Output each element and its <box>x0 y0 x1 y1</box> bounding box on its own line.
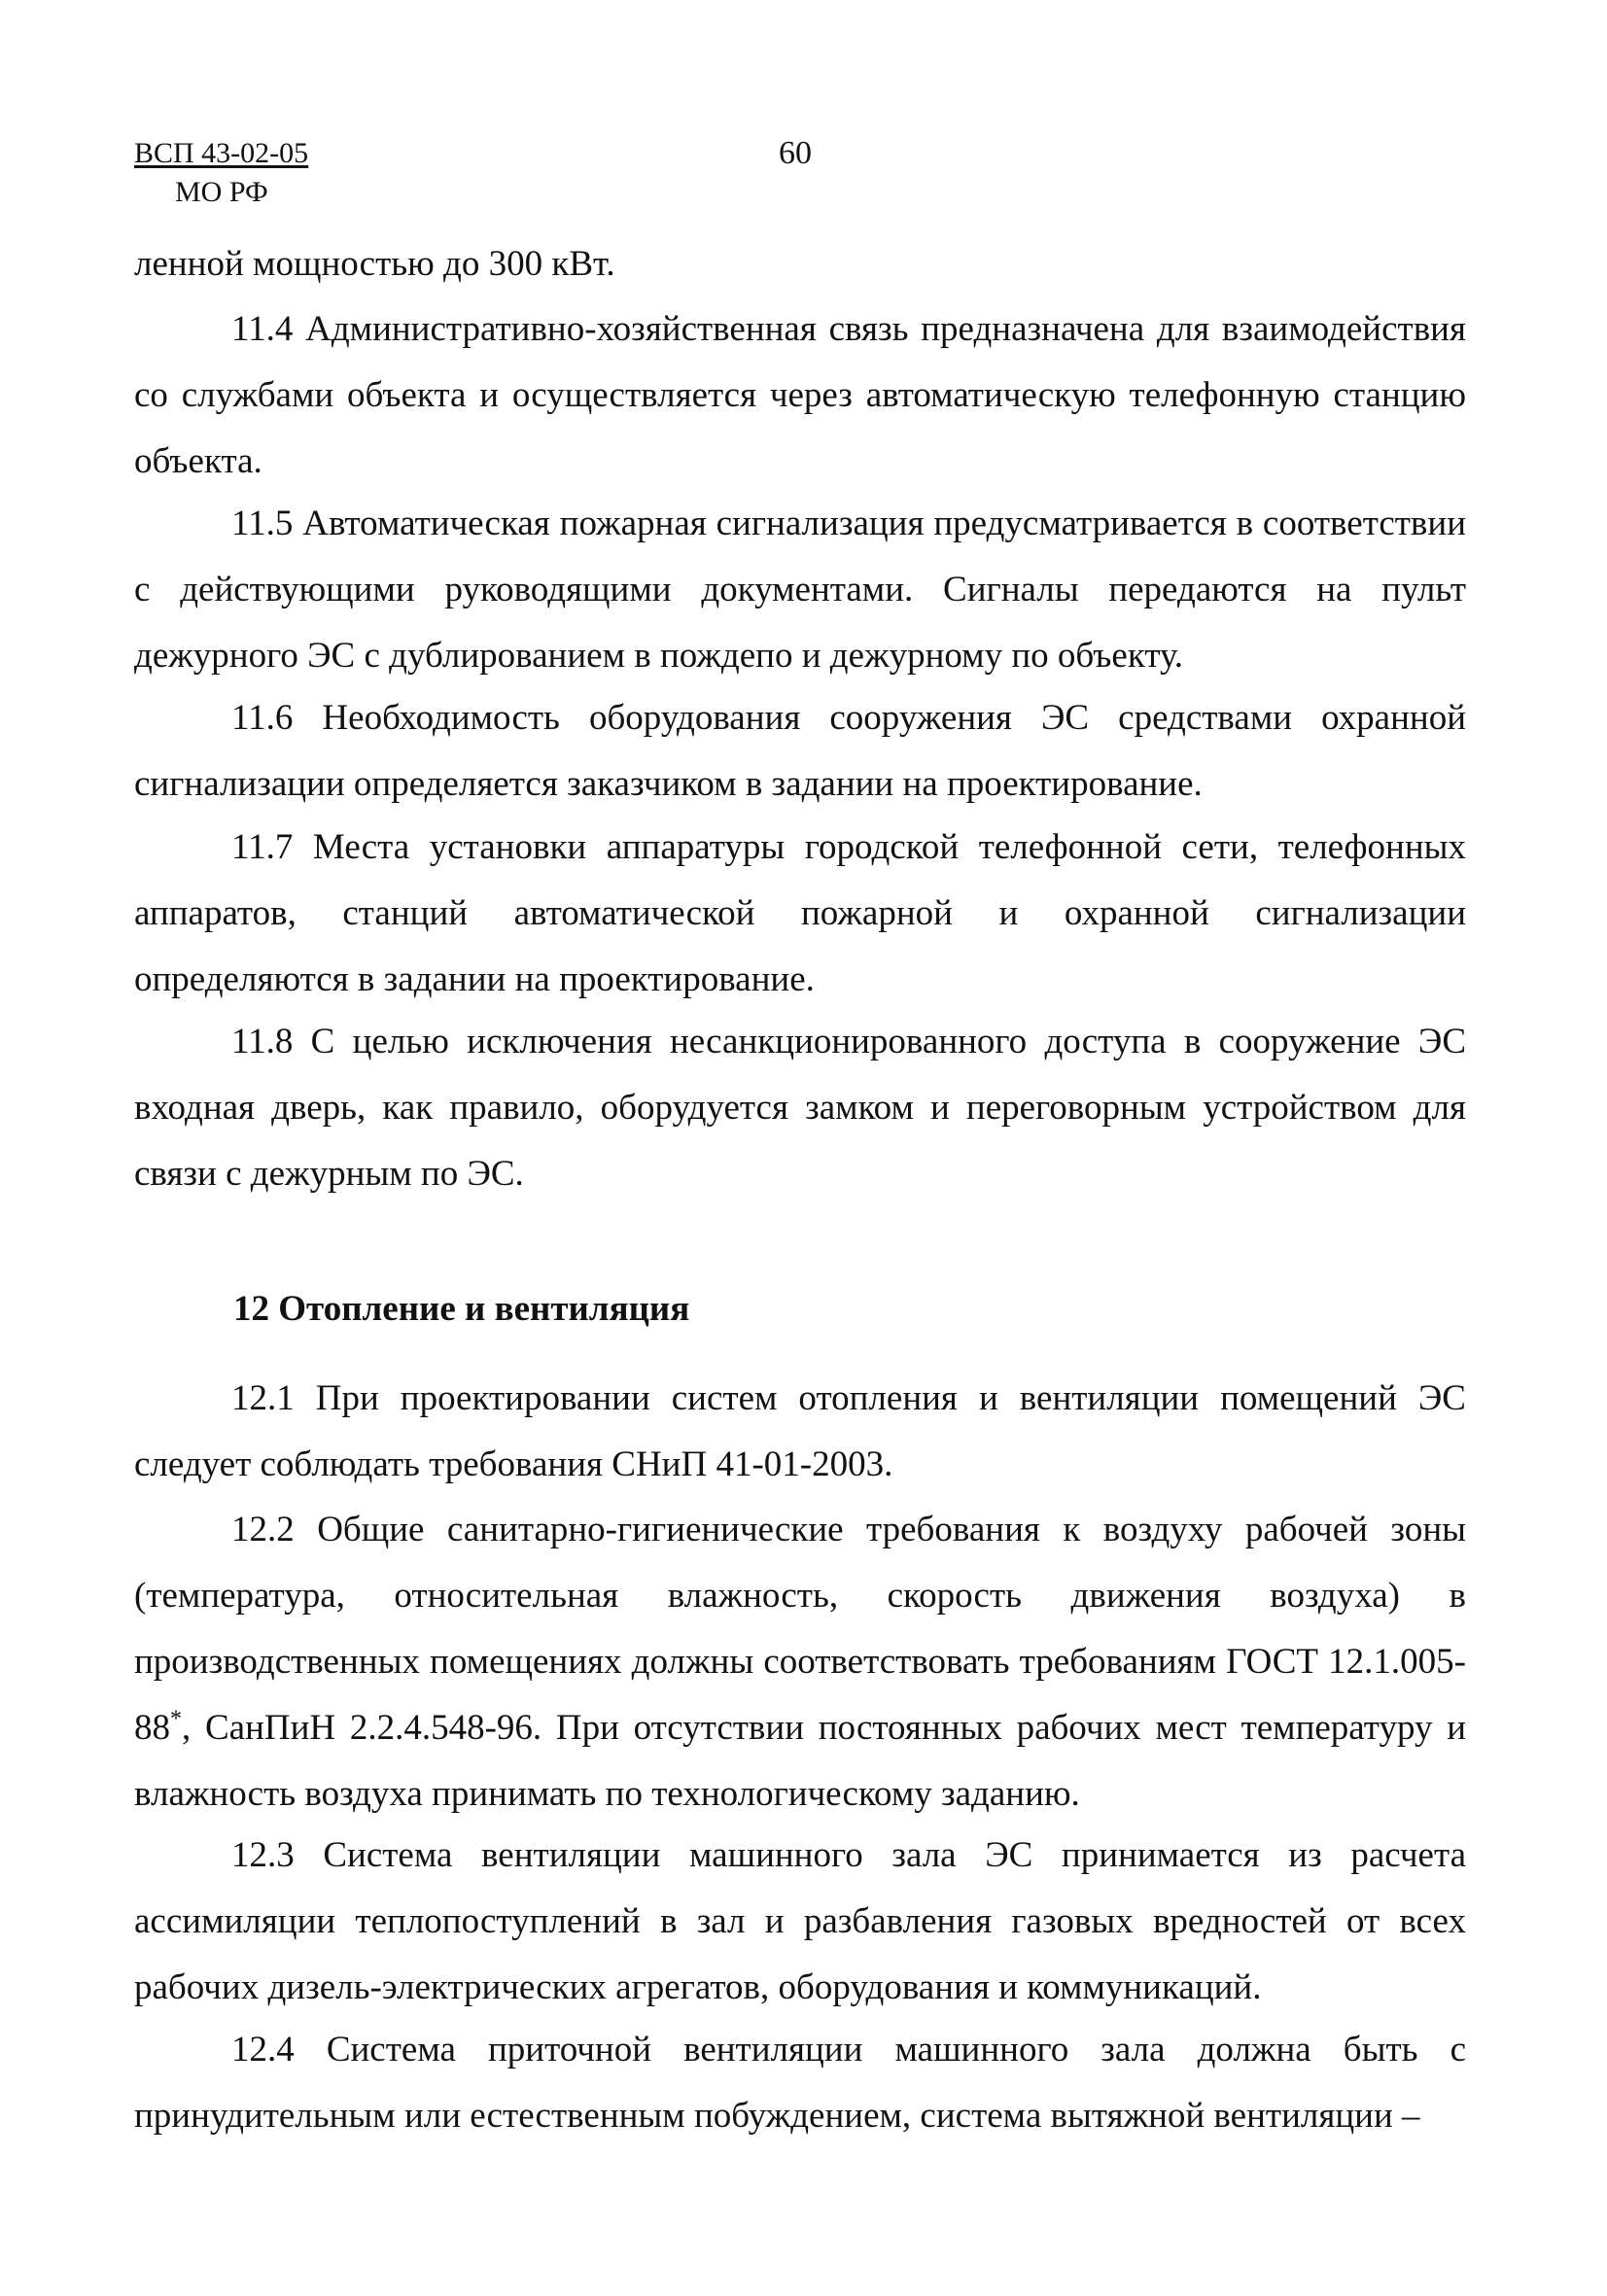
paragraph-12-2 <box>134 1497 1466 1827</box>
paragraph-11-6: 11.6 Необходимость оборудования сооружения ЭС средствами охранной сигнализации определяется заказчиком в задании на проектирование. <box>134 698 1466 804</box>
paragraph-continuation: ленной мощностью до 300 кВт. <box>134 244 615 284</box>
paragraph-12-1: 12.1 При проектировании систем отопления и вентиляции помещений ЭС следует соблюдать требования СНиП 41-01-2003. <box>134 1378 1466 1484</box>
footnote-mark: * <box>170 1706 182 1732</box>
paragraph-12-3: 12.3 Система вентиляции машинного зала ЭС принимается из расчета ассимиляции теплопоступлений в зал и разбавления газовых вредностей от всех рабочих дизель-электрических агрегатов, оборудования и коммуникаций. <box>134 1835 1466 2007</box>
document-organization: МО РФ <box>175 176 268 208</box>
paragraph-11-5: 11.5 Автоматическая пожарная сигнализация предусматривается в соответствии с действующими руководящими документами. Сигналы передаются на пульт дежурного ЭС с дублированием в пождепо и дежурному по объекту. <box>134 504 1466 676</box>
section-heading-12: 12 Отопление и вентиляция <box>233 1289 690 1329</box>
page-number: 60 <box>779 135 812 171</box>
document-code: ВСП 43-02-05 <box>134 137 309 169</box>
paragraph-12-4: 12.4 Система приточной вентиляции машинного зала должна быть с принудительным или естественным побуждением, система вытяжной вентиляции – <box>134 2030 1466 2136</box>
paragraph-11-4: 11.4 Административно-хозяйственная связь предназначена для взаимодействия со службами объекта и осуществляется через автоматическую телефонную станцию объекта. <box>134 309 1466 481</box>
paragraph-11-7: 11.7 Места установки аппаратуры городской телефонной сети, телефонных аппаратов, станций автоматической пожарной и охранной сигнализации определяются в задании на проектирование. <box>134 827 1466 999</box>
paragraph-12-2-text-end: , СанПиН 2.2.4.548-96. При отсутствии постоянных рабочих мест температуру и влажность воздуха принимать по технологическому заданию. <box>134 1708 1466 1814</box>
paragraph-12-2-text-start: 12.2 Общие санитарно-гигиенические требования к воздуху рабочей зоны (температура, относительная влажность, скорость движения воздуха) в производственных помещениях должны соответствовать требованиям ГОСТ 12.1.005-88 <box>134 1510 1466 1748</box>
paragraph-11-8: 11.8 С целью исключения несанкционированного доступа в сооружение ЭС входная дверь, как правило, оборудуется замком и переговорным устройством для связи с дежурным по ЭС. <box>134 1022 1466 1194</box>
